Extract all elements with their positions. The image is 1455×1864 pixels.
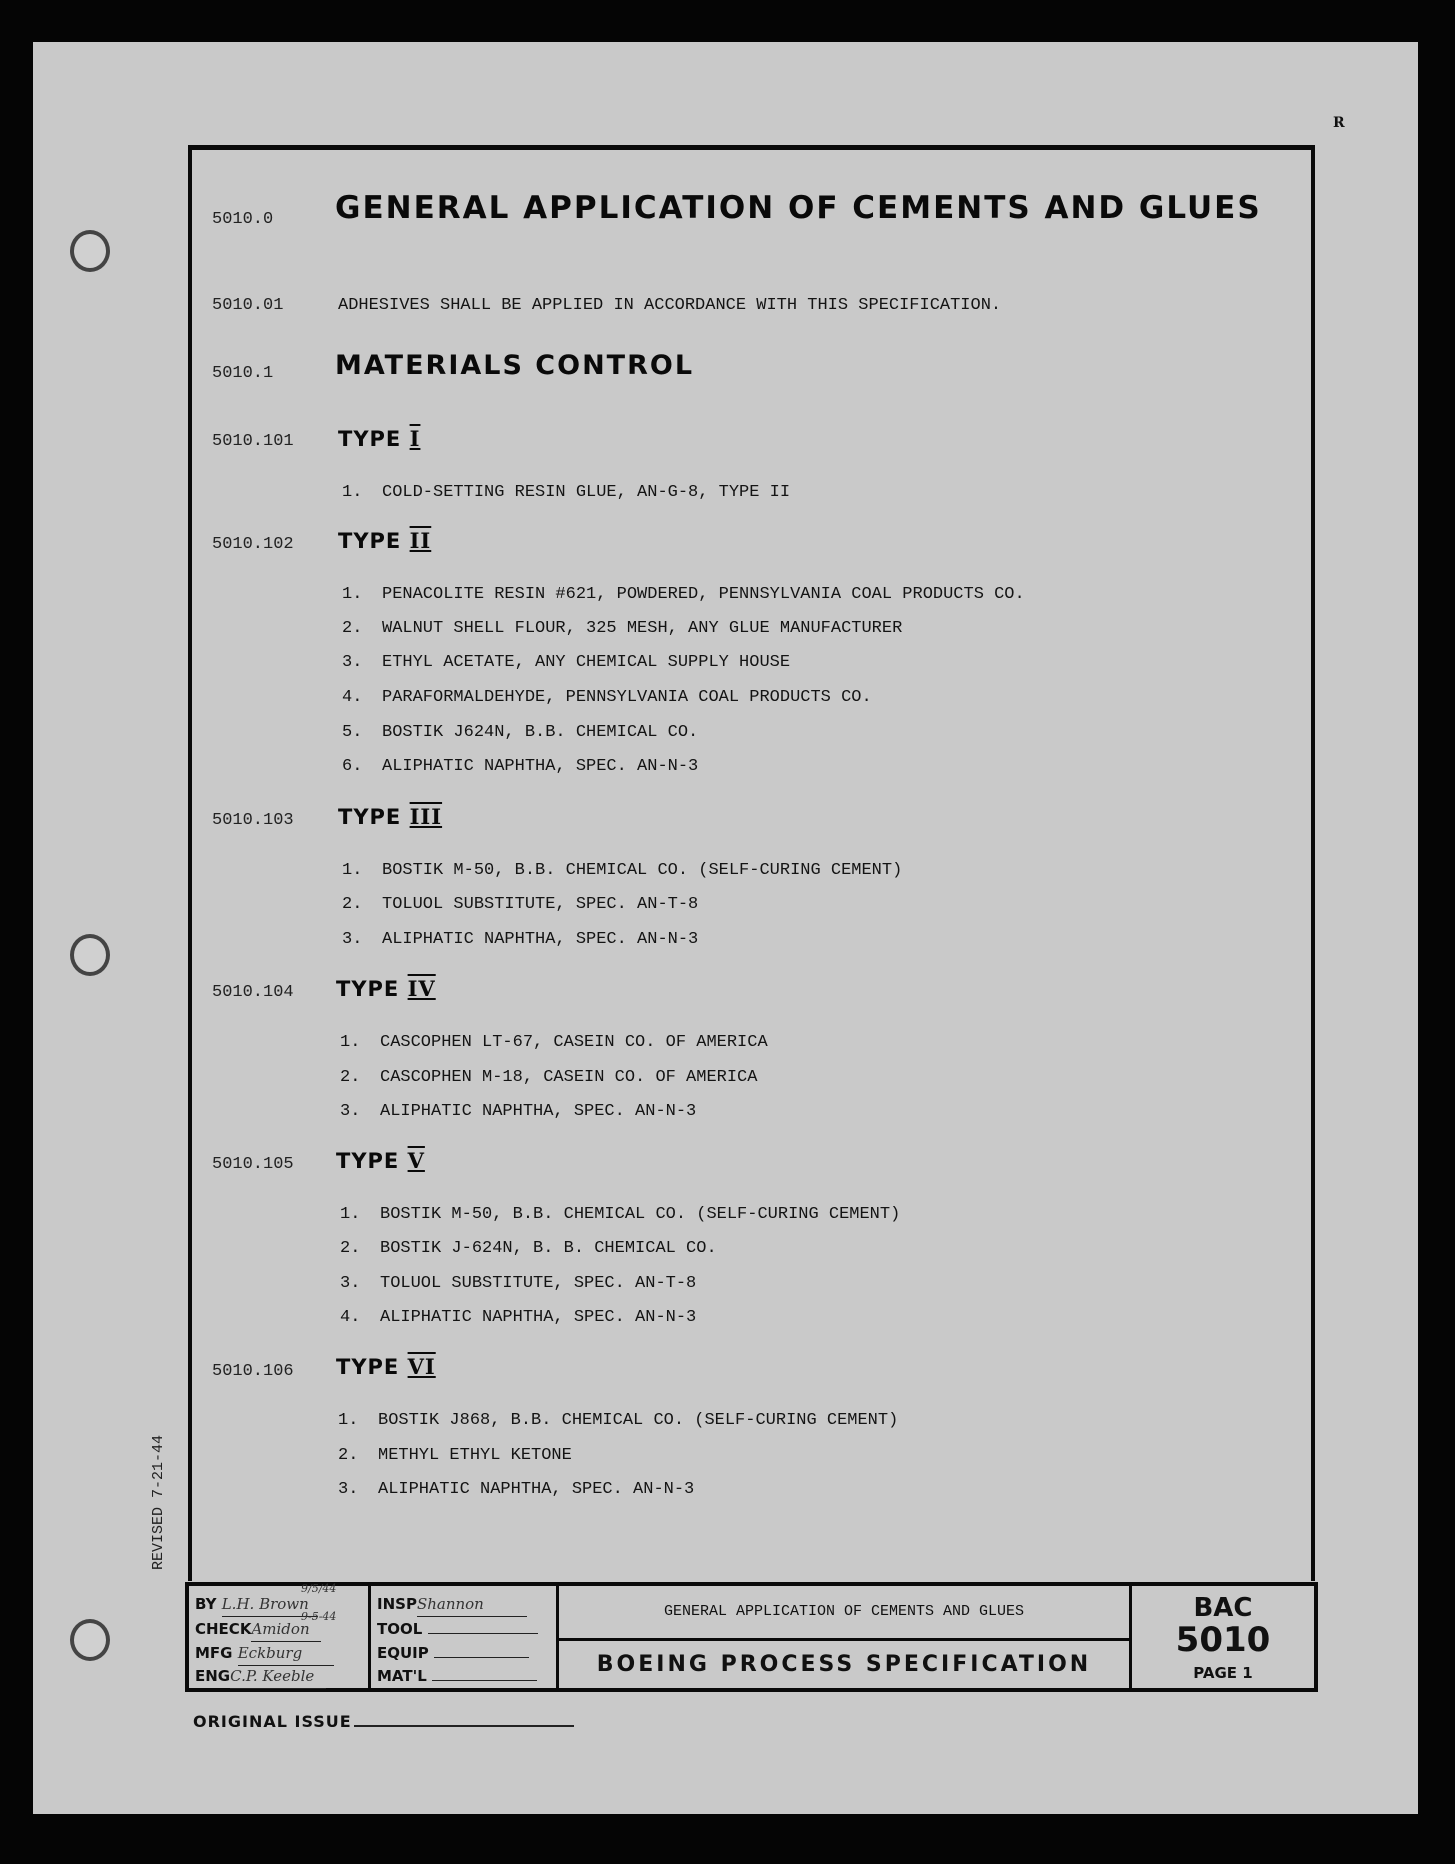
corner-mark: R: [1333, 115, 1345, 131]
list-item: 1. BOSTIK J868, B.B. CHEMICAL CO. (SELF-CURING CEMENT): [338, 1411, 899, 1430]
list-item: 4. ALIPHATIC NAPHTHA, SPEC. AN-N-3: [340, 1308, 697, 1327]
company-line: BOEING PROCESS SPECIFICATION: [596, 1652, 1092, 1677]
title-block: [185, 1582, 1318, 1692]
signoff-mfg: MFG Eckburg: [195, 1641, 334, 1665]
type-heading: TYPE V: [336, 1148, 425, 1173]
list-item: 3. ETHYL ACETATE, ANY CHEMICAL SUPPLY HOUSE: [342, 653, 791, 672]
section-number: 5010.01: [212, 296, 284, 315]
list-item: 1. BOSTIK M-50, B.B. CHEMICAL CO. (SELF-CURING CEMENT): [342, 861, 903, 880]
type-number: 5010.102: [212, 535, 294, 554]
punch-hole-middle: [70, 934, 110, 976]
list-item: 5. BOSTIK J624N, B.B. CHEMICAL CO.: [342, 723, 699, 742]
document-title: GENERAL APPLICATION OF CEMENTS AND GLUES: [559, 1586, 1129, 1641]
list-item: 1. COLD-SETTING RESIN GLUE, AN-G-8, TYPE II: [342, 483, 791, 502]
type-heading: TYPE I: [338, 426, 421, 451]
signoff-date: 9-5-44: [301, 1610, 337, 1623]
type-number: 5010.101: [212, 432, 294, 451]
list-item: 2. CASCOPHEN M-18, CASEIN CO. OF AMERICA: [340, 1068, 758, 1087]
list-item: 2. WALNUT SHELL FLOUR, 325 MESH, ANY GLUE MANUFACTURER: [342, 619, 903, 638]
type-heading: TYPE II: [338, 528, 432, 553]
signoff-column: [189, 1582, 371, 1688]
type-number: 5010.106: [212, 1362, 294, 1381]
type-heading: TYPE IV: [336, 976, 436, 1001]
intro-text: ADHESIVES SHALL BE APPLIED IN ACCORDANCE WITH THIS SPECIFICATION.: [338, 296, 1002, 315]
punch-hole-top: [70, 230, 110, 272]
signoff-eng: ENGC.P. Keeble: [195, 1664, 326, 1688]
signoff-by: BY L.H. Brown: [195, 1592, 318, 1616]
list-item: 6. ALIPHATIC NAPHTHA, SPEC. AN-N-3: [342, 757, 699, 776]
list-item: 3. ALIPHATIC NAPHTHA, SPEC. AN-N-3: [340, 1102, 697, 1121]
type-heading: TYPE III: [338, 804, 443, 829]
list-item: 2. BOSTIK J-624N, B. B. CHEMICAL CO.: [340, 1239, 717, 1258]
revision-note: REVISED 7-21-44: [150, 1434, 167, 1570]
section-number: 5010.1: [212, 364, 274, 383]
approval-column: [371, 1586, 559, 1688]
title-column: [559, 1586, 1132, 1688]
punch-hole-bottom: [70, 1619, 110, 1661]
approval-insp: INSPShannon: [377, 1592, 527, 1616]
spec-id-column: [1132, 1586, 1314, 1688]
list-item: 1. PENACOLITE RESIN #621, POWDERED, PENNSYLVANIA COAL PRODUCTS CO.: [342, 585, 1025, 604]
signoff-check: CHECKAmidon: [195, 1617, 321, 1641]
page-number: PAGE 1: [1193, 1664, 1253, 1682]
type-number: 5010.105: [212, 1155, 294, 1174]
signoff-date: 9/5/44: [301, 1582, 337, 1595]
list-item: 3. ALIPHATIC NAPHTHA, SPEC. AN-N-3: [338, 1480, 695, 1499]
list-item: 2. METHYL ETHYL KETONE: [338, 1446, 572, 1465]
original-issue: ORIGINAL ISSUE: [193, 1712, 574, 1731]
approval-equip: EQUIP: [377, 1641, 529, 1665]
approval-matl: MAT'L: [377, 1664, 537, 1688]
list-item: 3. ALIPHATIC NAPHTHA, SPEC. AN-N-3: [342, 930, 699, 949]
list-item: 2. TOLUOL SUBSTITUTE, SPEC. AN-T-8: [342, 895, 699, 914]
spec-prefix: BAC: [1193, 1593, 1253, 1623]
list-item: 1. BOSTIK M-50, B.B. CHEMICAL CO. (SELF-CURING CEMENT): [340, 1205, 901, 1224]
list-item: 1. CASCOPHEN LT-67, CASEIN CO. OF AMERICA: [340, 1033, 768, 1052]
type-number: 5010.104: [212, 983, 294, 1002]
approval-tool: TOOL: [377, 1617, 538, 1641]
section-title: MATERIALS CONTROL: [335, 350, 695, 381]
section-number: 5010.0: [212, 210, 274, 229]
list-item: 4. PARAFORMALDEHYDE, PENNSYLVANIA COAL PRODUCTS CO.: [342, 688, 872, 707]
spec-number: 5010: [1175, 1620, 1271, 1660]
page-title: GENERAL APPLICATION OF CEMENTS AND GLUES: [335, 190, 1262, 226]
type-heading: TYPE VI: [336, 1354, 436, 1379]
type-number: 5010.103: [212, 811, 294, 830]
list-item: 3. TOLUOL SUBSTITUTE, SPEC. AN-T-8: [340, 1274, 697, 1293]
